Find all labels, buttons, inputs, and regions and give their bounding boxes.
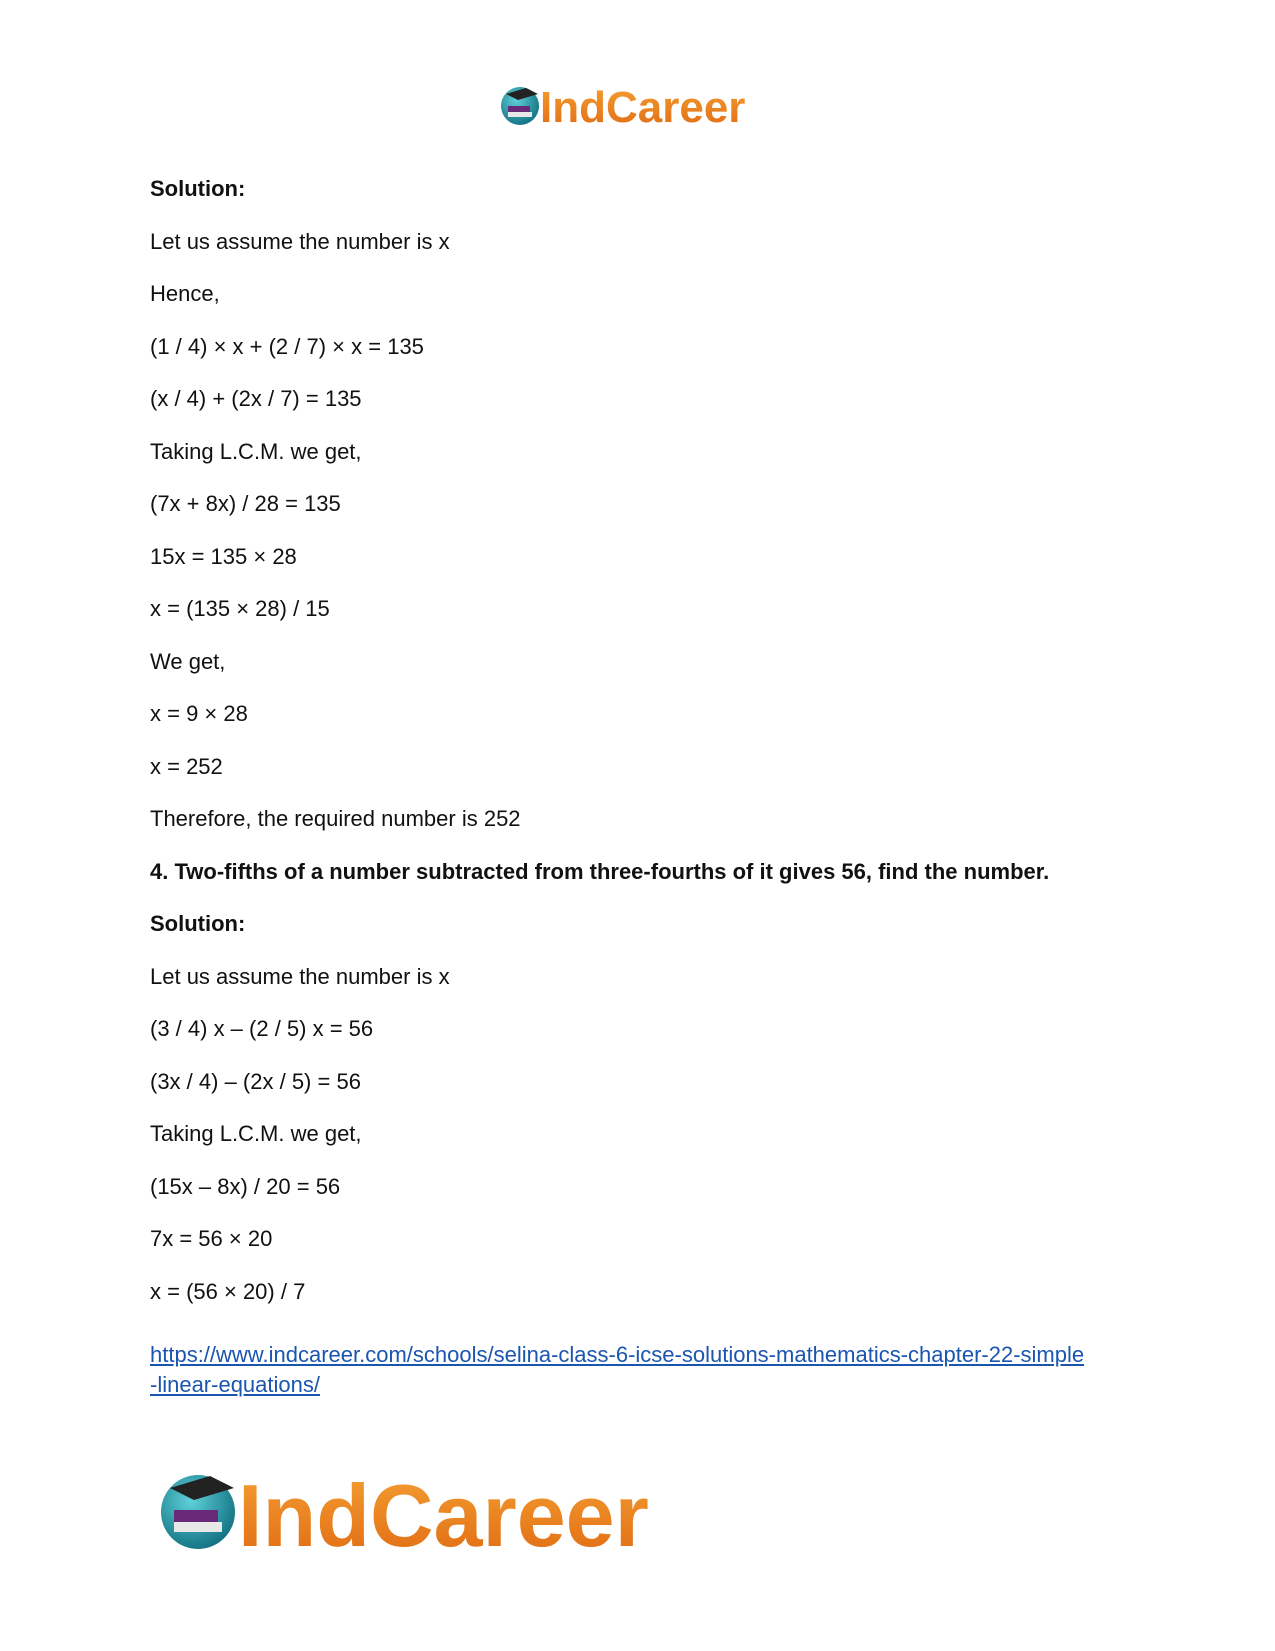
text-line: Let us assume the number is x — [150, 963, 450, 989]
text-line: (15x – 8x) / 20 = 56 — [150, 1173, 341, 1199]
text-line: x = 9 × 28 — [150, 701, 248, 726]
text-line: Let us assume the number is x — [150, 228, 450, 254]
text-line: We get, — [150, 648, 226, 674]
text-line: (7x + 8x) / 28 = 135 — [150, 491, 341, 516]
text-line: Hence, — [150, 281, 220, 306]
book-globe-icon — [501, 87, 539, 125]
text-line: (3 / 4) x – (2 / 5) x = 56 — [150, 1016, 374, 1041]
source-link[interactable] — [150, 1340, 1140, 1400]
text-line: Therefore, the required number is 252 — [150, 806, 521, 831]
logo-wordmark: IndCareer — [238, 1466, 649, 1558]
bold-text-line: Solution: — [150, 911, 246, 936]
indcareer-logo-top — [500, 80, 775, 130]
text-line: x = 252 — [150, 753, 223, 779]
logo-wordmark: IndCareer — [540, 83, 746, 130]
source-link-line-2[interactable]: -linear-equations/ — [150, 1372, 320, 1397]
indcareer-logo-bottom — [160, 1462, 700, 1558]
book-globe-icon — [161, 1475, 235, 1549]
text-line: 7x = 56 × 20 — [150, 1226, 273, 1251]
text-line: Taking L.C.M. we get, — [150, 1121, 362, 1146]
text-line: Taking L.C.M. we get, — [150, 438, 362, 464]
text-line: 15x = 135 × 28 — [150, 543, 297, 569]
text-line: (3x / 4) – (2x / 5) = 56 — [150, 1068, 361, 1094]
text-line: (x / 4) + (2x / 7) = 135 — [150, 386, 362, 411]
text-line: x = (135 × 28) / 15 — [150, 596, 330, 621]
text-line: x = (56 × 20) / 7 — [150, 1278, 306, 1304]
bold-text-line: 4. Two-fifths of a number subtracted from three-fourths of it gives 56, find the number. — [150, 858, 1050, 884]
source-link-line-1[interactable]: https://www.indcareer.com/schools/selina-class-6-icse-solutions-mathematics-chapter-22-simple — [150, 1342, 1085, 1367]
bold-text-line: Solution: — [150, 176, 246, 201]
text-line: (1 / 4) × x + (2 / 7) × x = 135 — [150, 333, 424, 359]
